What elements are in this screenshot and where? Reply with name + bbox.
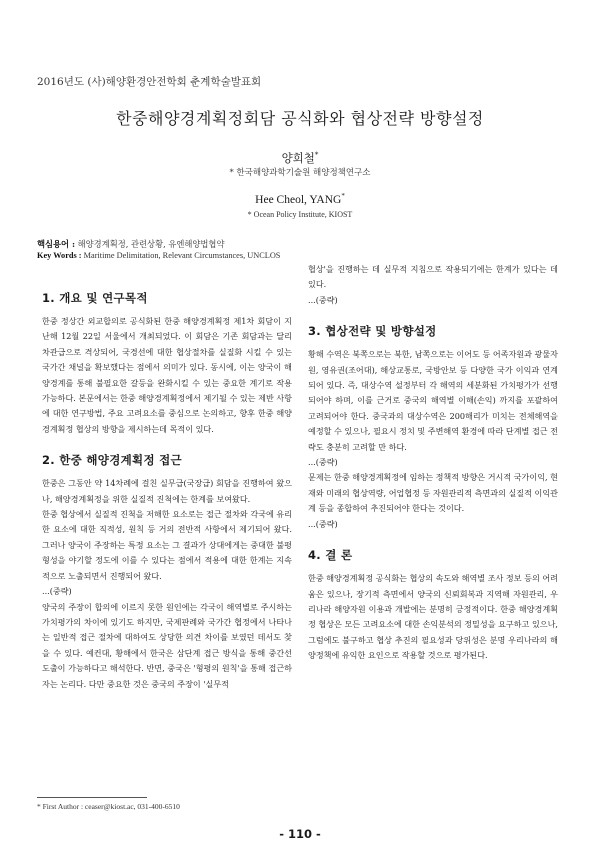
author-korean	[0, 150, 600, 166]
paper-title: 한중해양경계획정회담 공식화와 협상전략 방향설정	[116, 109, 484, 128]
conference-header: 2016년도 (사)해양환경안전학회 춘계학술발표회	[37, 76, 262, 88]
keywords-korean-text: 해양경계획정, 관련상황, 유엔해양법협약	[77, 239, 225, 249]
keywords-english-label: Key Words :	[37, 251, 82, 260]
section-4-heading: 4. 결 론	[308, 548, 353, 563]
section-1-heading: 1. 개요 및 연구목적	[42, 291, 148, 305]
author-english-name: Hee Cheol, YANG	[255, 193, 342, 206]
section-2-omission: ...(중략)	[42, 586, 72, 597]
right-column	[308, 262, 558, 664]
affiliation-korean: * 한국해양과학기술원 해양정책연구소	[229, 168, 371, 178]
affiliation-english: * Ocean Policy Institute, KIOST	[247, 210, 353, 219]
keywords-korean	[37, 238, 224, 250]
section-2-heading: 2. 한중 해양경계획정 접근	[42, 453, 182, 468]
author-mark-en: *	[341, 192, 345, 200]
section-3-paragraph-2: 문제는 한중 해양경계획정에 임하는 정책적 방향은 거시적 국가이익, 현재와 미래의 협상역량, 어업협정 등 자원관리적 측면과의 실질적 이익관계 등을 종합하여 추진되어야 한다는 것이다.	[308, 472, 558, 514]
left-column	[42, 290, 292, 692]
section-2-paragraph-1: 한중은 그동안 약 14차례에 걸친 실무급(국장급) 회담을 진행하여 왔으나, 해양경계획정을 위한 실질적 진척에는 한계를 보여왔다.	[42, 478, 292, 504]
continued-omission: ...(중략)	[308, 294, 338, 305]
section-3-omission-1: ...(중략)	[308, 457, 338, 468]
section-3-heading: 3. 협상전략 및 방향설정	[308, 324, 437, 339]
section-1-paragraph: 한중 정상간 외교합의로 공식화된 한중 해양경계획정 제1차 회담이 지난해 12월 22일 서울에서 개최되었다. 이 회담은 기존 회담과는 달리 차관급으로 격상되어, 국경선에 대한 협상절차를 실질화 시킬 수 있는 국가간 채널을 확보했다는 점에서 의미가 있다. 동시에, 이는 양국이 해양경계를 통해 불필요한 갈등을 완화시킬 수 있는 중요한 계기로 작용 가능하다. 본문에서는 한중 해양경계획정에서 제기될 수 있는 제반 사항에 대한 연구방법, 주요 고려요소를 중심으로 논의하고, 향후 한중 해양경계획정 협상의 방향을 제시하는데 목적이 있다.	[42, 316, 292, 434]
section-2-paragraph-2: 한중 협상에서 실질적 진척을 저해한 요소로는 접근 절차와 각국에 유리한 요소에 대한 직적성, 원칙 등 거의 전반적 사항에서 제기되어 왔다. 그러나 양국이 주장하는 특정 요소는 그 결과가 상대에게는 중대한 불평형성을 야기할 정도에 이를 수 있다는 점에서 적용에 대한 한계는 지속적으로 노출되면서 진행되어 왔다.	[42, 509, 292, 581]
footnote-rule	[37, 797, 147, 798]
section-3-omission-2: ...(중략)	[308, 518, 338, 529]
continued-paragraph: 협상'을 진행하는 데 실무적 지침으로 작용되기에는 한계가 있다는 데 있다.	[308, 264, 558, 290]
author-korean-name: 양희철	[281, 151, 315, 165]
section-2-paragraph-3: 양국의 주장이 합의에 이르지 못한 원인에는 각국이 해역별로 주시하는 가치평가의 차이에 있기도 하지만, 국제판례와 국가간 협정에서 나타나는 일반적 접근 절차에 대하여도 상당한 의견 차이를 보였던 데서도 찾을 수 있다. 예컨대, 황해에서 한국은 삼단계 접근 방식을 통해 중간선 도출이 가능하다고 해석한다. 반면, 중국은 '형평의 원칙'을 통해 접근하자는 논리다. 다만 중요한 것은 중국의 주장이 '실무적	[42, 601, 292, 689]
footnote: * First Author : ceaser@kiost.ac, 031-400-6510	[37, 802, 180, 811]
section-3-paragraph-1: 황해 수역은 북쪽으로는 북한, 남쪽으로는 이어도 등 어족자원과 광물자원, 영유권(조어대), 해상교통로, 국방안보 등 다양한 국가 이익과 연계되어 있다. 즉, 대상수역 설정부터 각 해역의 세분화된 가치평가가 선행되어야 하며, 이를 근거로 중국의 해역별 이해(손익) 까지를 포괄하여 고려되어야 한다. 중국과의 대상수역은 200해리가 미치는 전체해역을 예정할 수 있으나, 필요시 정치 및 주변해역 환경에 따라 단계별 접근 전략도 충분히 고려할 만 하다.	[308, 349, 558, 452]
author-mark: *	[314, 151, 319, 160]
keywords-english-text: Maritime Delimitation, Relevant Circumstances, UNCLOS	[83, 251, 281, 260]
keywords-english	[37, 251, 280, 260]
section-4-paragraph: 한중 해양경계획정 공식화는 협상의 속도와 해역별 조사 정보 등의 어려움은 있으나, 장기적 측면에서 양국의 신뢰회복과 지역해 자원관리, 우리나라 해양자원 이용과 개발에는 분명히 긍정적이다. 한중 해양경계획정 협상은 모든 고려요소에 대한 손익분석의 정밀성을 요구하고 있으나, 그럼에도 불구하고 협상 추진의 필요성과 당위성은 분명 우리나라의 해양정책에 유익한 요인으로 작용할 것으로 평가된다.	[308, 573, 558, 661]
author-english	[0, 192, 600, 206]
page-number: - 110 -	[279, 827, 321, 841]
keywords-korean-label: 핵심용어 :	[37, 239, 76, 249]
